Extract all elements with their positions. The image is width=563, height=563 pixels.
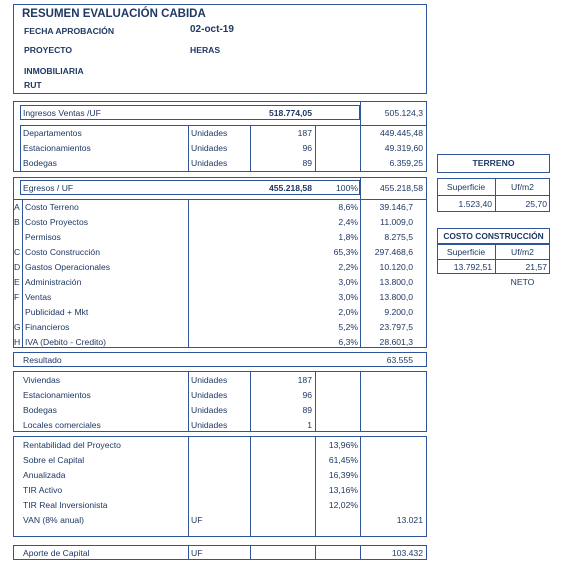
fecha-value: 02-oct-19 (190, 24, 234, 35)
egresos-total-right: 455.218,58 (379, 183, 423, 193)
resultado-value: 63.555 (386, 355, 413, 365)
fecha-label: FECHA APROBACIÓN (24, 26, 115, 36)
egresos-row-value: 13.800,0 (379, 277, 413, 287)
rentabilidad-row-label: Anualizada (23, 470, 66, 480)
egresos-row-value: 11.009,0 (380, 217, 413, 227)
rut-label: RUT (24, 80, 42, 90)
unidades-row-unit: Unidades (191, 420, 228, 430)
costo-title: COSTO CONSTRUCCIÓN (443, 231, 544, 241)
inmobiliaria-label: INMOBILIARIA (24, 66, 84, 76)
unidades-row-qty: 1 (307, 420, 312, 430)
egresos-row-label: Gastos Operacionales (25, 262, 111, 272)
egresos-row-code: A (14, 202, 20, 212)
van-value: 13.021 (396, 515, 423, 525)
ingresos-row-unit: Unidades (191, 158, 228, 168)
proyecto-value: HERAS (190, 45, 221, 55)
ingresos-total-right: 505.124,3 (384, 108, 423, 118)
unidades-row-label: Locales comerciales (23, 420, 101, 430)
egresos-pct: 100% (336, 183, 358, 193)
egresos-row-pct: 65,3% (333, 247, 358, 257)
rentabilidad-row-label: TIR Real Inversionista (23, 500, 108, 510)
ingresos-row-value: 6.359,25 (389, 158, 423, 168)
aporte-value: 103.432 (391, 548, 423, 558)
egresos-row-pct: 3,0% (338, 277, 358, 287)
ingresos-row-unit: Unidades (191, 143, 228, 153)
rentabilidad-row-label: TIR Activo (23, 485, 63, 495)
egresos-row-value: 9.200,0 (384, 307, 413, 317)
costo-ufm2: 21,57 (525, 262, 547, 272)
egresos-row-pct: 5,2% (338, 322, 358, 332)
rentabilidad-row-label: Sobre el Capital (23, 455, 85, 465)
costo-col-ufm2: Uf/m2 (511, 247, 534, 257)
unidades-row-qty: 187 (297, 375, 312, 385)
egresos-row-value: 8.275,5 (384, 232, 413, 242)
rentabilidad-row-value: 13,16% (328, 485, 358, 495)
ingresos-row-value: 449.445,48 (379, 128, 423, 138)
rentabilidad-row-label: Rentabilidad del Proyecto (23, 440, 121, 450)
egresos-row-value: 13.800,0 (379, 292, 413, 302)
egresos-row-value: 297.468,6 (374, 247, 413, 257)
proyecto-label: PROYECTO (24, 45, 73, 55)
rentabilidad-row-value: 61,45% (328, 455, 358, 465)
rentabilidad-row-value: 12,02% (328, 500, 358, 510)
egresos-row-value: 39.146,7 (379, 202, 413, 212)
egresos-total: 455.218,58 (268, 183, 312, 193)
egresos-row-label: Costo Proyectos (25, 217, 89, 227)
resultado-label: Resultado (23, 355, 62, 365)
unidades-row-label: Estacionamientos (23, 390, 91, 400)
terreno-ufm2: 25,70 (525, 199, 547, 209)
egresos-row-code: C (14, 247, 21, 257)
egresos-row-code: B (14, 217, 20, 227)
page-title: RESUMEN EVALUACIÓN CABIDA (22, 8, 206, 20)
egresos-row-pct: 1,8% (338, 232, 358, 242)
ingresos-row-qty: 187 (297, 128, 312, 138)
unidades-row-label: Viviendas (23, 375, 61, 385)
unidades-row-qty: 89 (302, 405, 312, 415)
egresos-row-pct: 8,6% (338, 202, 358, 212)
terreno-col-superficie: Superficie (446, 182, 486, 192)
egresos-row-label: Costo Construcción (25, 247, 100, 257)
rentabilidad-row-value: 16,39% (328, 470, 358, 480)
egresos-row-label: Publicidad + Mkt (25, 307, 89, 317)
rentabilidad-row-value: 13,96% (328, 440, 358, 450)
unidades-row-unit: Unidades (191, 405, 228, 415)
egresos-row-pct: 3,0% (338, 292, 358, 302)
aporte-label: Aporte de Capital (23, 548, 90, 558)
terreno-superficie: 1.523,40 (458, 199, 492, 209)
egresos-row-label: Ventas (25, 292, 52, 302)
ingresos-row-label: Departamentos (23, 128, 82, 138)
egresos-row-pct: 2,4% (338, 217, 358, 227)
egresos-row-code: H (14, 337, 21, 347)
egresos-row-code: G (14, 322, 21, 332)
unidades-row-unit: Unidades (191, 390, 228, 400)
egresos-row-label: IVA (Debito - Credito) (25, 337, 107, 347)
unidades-row-label: Bodegas (23, 405, 57, 415)
costo-note: NETO (510, 277, 535, 287)
ingresos-row-unit: Unidades (191, 128, 228, 138)
ingresos-row-value: 49.319,60 (384, 143, 423, 153)
ingresos-row-label: Bodegas (23, 158, 57, 168)
ingresos-row-qty: 96 (302, 143, 312, 153)
terreno-title: TERRENO (472, 158, 515, 168)
egresos-row-pct: 2,0% (338, 307, 358, 317)
van-label: VAN (8% anual) (23, 515, 84, 525)
egresos-row-value: 23.797,5 (379, 322, 413, 332)
egresos-row-label: Permisos (25, 232, 61, 242)
egresos-row-code: F (14, 292, 20, 302)
ingresos-row-label: Estacionamientos (23, 143, 91, 153)
ingresos-total: 518.774,05 (268, 108, 312, 118)
aporte-unit: UF (191, 548, 203, 558)
van-unit: UF (191, 515, 203, 525)
costo-superficie: 13.792,51 (453, 262, 492, 272)
egresos-row-value: 28.601,3 (379, 337, 413, 347)
egresos-row-label: Financieros (25, 322, 70, 332)
egresos-row-code: E (14, 277, 20, 287)
egresos-row-label: Administración (25, 277, 82, 287)
egresos-row-code: D (14, 262, 21, 272)
costo-col-superficie: Superficie (446, 247, 486, 257)
egresos-row-pct: 6,3% (338, 337, 358, 347)
ingresos-label: Ingresos Ventas /UF (23, 108, 101, 118)
egresos-row-label: Costo Terreno (25, 202, 79, 212)
terreno-col-ufm2: Uf/m2 (511, 182, 534, 192)
egresos-row-pct: 2,2% (338, 262, 358, 272)
ingresos-row-qty: 89 (302, 158, 312, 168)
unidades-row-qty: 96 (302, 390, 312, 400)
egresos-label: Egresos / UF (23, 183, 74, 193)
unidades-row-unit: Unidades (191, 375, 228, 385)
egresos-row-value: 10.120,0 (379, 262, 413, 272)
